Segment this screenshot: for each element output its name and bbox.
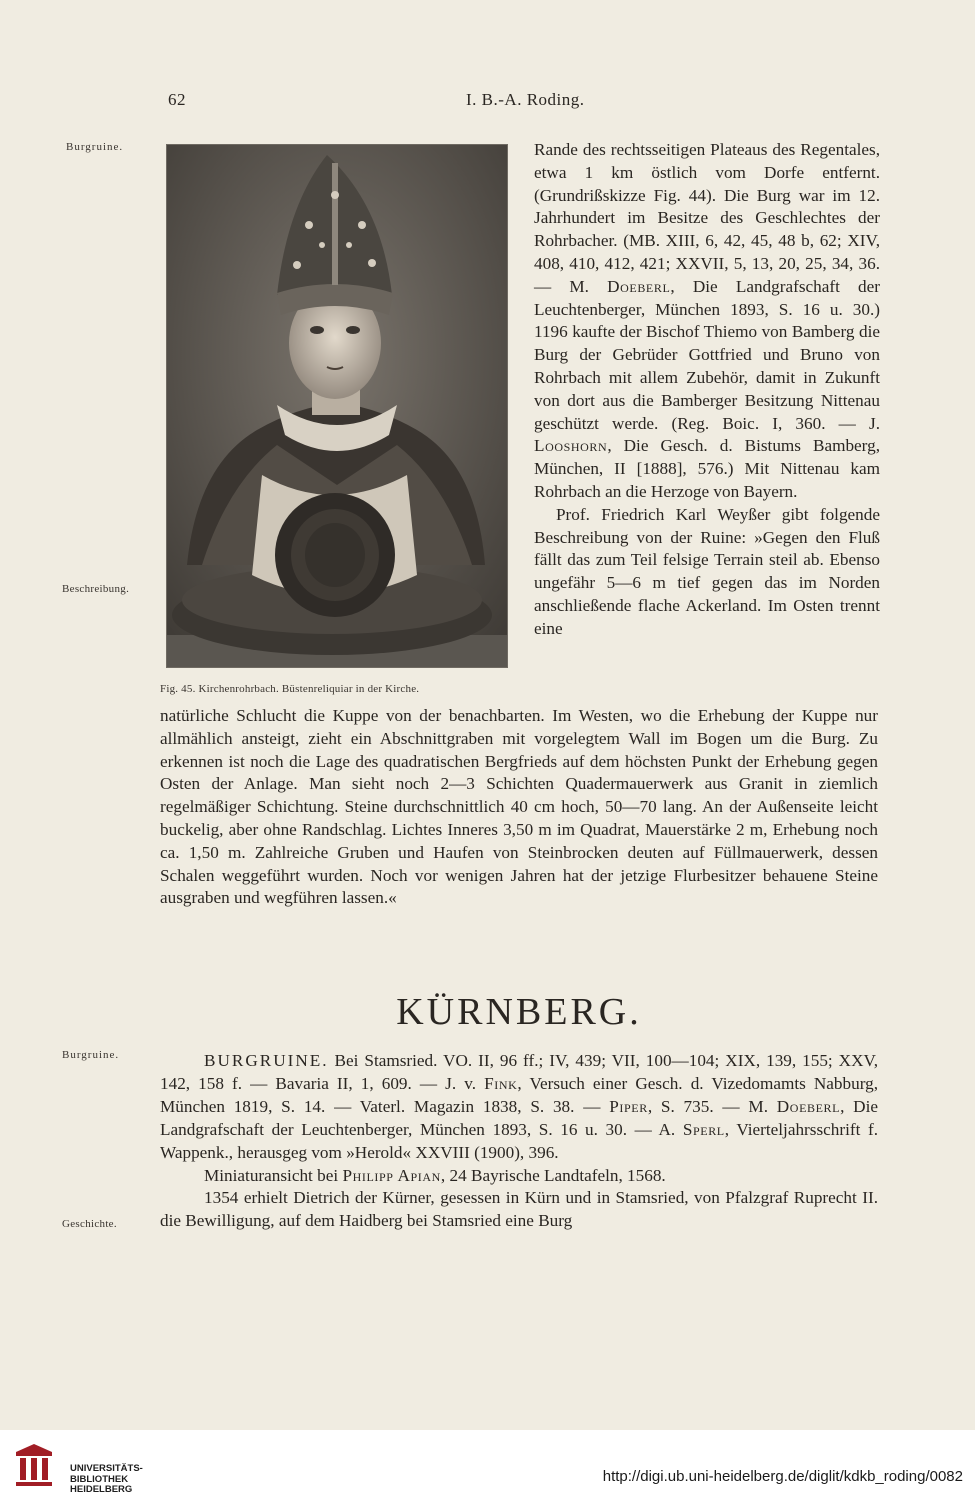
bust-reliquary-illustration bbox=[167, 145, 507, 667]
viewer-footer bbox=[0, 1430, 975, 1502]
figure-bust-reliquary bbox=[166, 144, 508, 668]
full-width-text bbox=[160, 705, 878, 910]
paragraph-beschreibung: Prof. Friedrich Karl Weyßer gibt folgende Beschreibung von der Ruine: »Gegen den Fluß fällt das zum Teil felsige Terrain steil ab. Ebenso ungefähr 5—6 m tief gegen das im Norden anschließende flache Ackerland. Im Osten trennt eine bbox=[534, 504, 880, 638]
figure-caption: Fig. 45. Kirchenrohrbach. Büstenreliquiar in der Kirche. bbox=[160, 683, 420, 695]
running-head bbox=[168, 90, 878, 114]
paragraph-burgruine: BURGRUINE. Bei Stamsried. VO. II, 96 ff.; IV, 439; VII, 100—104; XIX, 139, 155; XXV, 142, 158 f. — Bavaria II, 1, 609. — J. v. Fink, Versuch einer Gesch. d. Vizedomamts Nabburg, München 1819, S. 14. — Vaterl. Magazin 1838, S. 38. — Piper, S. 735. — M. Doeberl, Die Landgrafschaft der Leuchtenberger, München 1893, S. 16 u. 30. — A. Sperl, Vierteljahrsschrift f. Wappenk., herausgeg vom »Herold« XXVIII (1900), 396. bbox=[160, 1051, 878, 1162]
logo-text: UNIVERSITÄTS- BIBLIOTHEK HEIDELBERG bbox=[70, 1463, 143, 1495]
paragraph-rohrbach: Rande des rechtsseitigen Plateaus des Regentales, etwa 1 km östlich vom Dorfe entfernt. (Grundrißskizze Fig. 44). Die Burg war im 12. Jahrhundert im Besitze des Geschlechtes der Rohrbacher. (MB. XIII, 6, 42, 45, 48 b, 62; XIV, 408, 410, 412, 421; XXVII, 5, 13, 20, 25, 34, 36. — M. Doeberl, Die Landgrafschaft der Leuchtenberger, München 1893, S. 16 u. 30.) 1196 kaufte der Bischof Thiemo von Bamberg die Burg der Gebrüder Gottfried und Bruno von Rohrbach mit allem Zubehör, damit in Zukunft von dort aus die Bamberger Besitzung Nittenau geschützt werde. (Reg. Boic. I, 360. — J. Looshorn, Die Gesch. d. Bistums Bamberg, München, II [1888], 576.) Mit Nittenau kam Rohrbach an die Herzoge von Bayern. bbox=[534, 140, 880, 501]
document-url-link[interactable]: http://digi.ub.uni-heidelberg.de/diglit/kdkb_roding/0082 bbox=[602, 1468, 963, 1485]
right-column-text bbox=[534, 139, 880, 641]
paragraph-continuation: natürliche Schlucht die Kuppe von der benachbarten. Im Westen, wo die Erhebung der Kuppe nur allmählich ansteigt, zieht ein Abschnittgraben mit vorgelegtem Wall im Bogen um die Burg. Zu erkennen ist noch die Lage des quadratischen Bergfrieds auf dem höchsten Punkt der Erhebung gegen Osten der Anlage. Man sieht noch 2—3 Schichten Quadermauerwerk aus Granit in ziemlich regelmäßiger Schichtung. Steine durchschnittlich 40 cm hoch, 50—70 lang. An der Außenseite leicht buckelig, aber ohne Randschlag. Lichtes Inneres 3,50 m im Quadrat, Mauerstärke 2 m, Erhebung noch ca. 1,50 m. Zahlreiche Gruben und Haufen von Steinbrocken deuten auf Füllmauerwerk, dessen Schalen weggeführt wurden. Noch vor wenigen Jahren hat der jetzige Flurbesitzer behauene Steine ausgraben und wegführen lassen.« bbox=[160, 706, 878, 908]
margin-note-geschichte: Geschichte. bbox=[62, 1218, 117, 1230]
running-title: I. B.-A. Roding. bbox=[466, 90, 585, 109]
page-number: 62 bbox=[168, 90, 186, 109]
section-heading: KÜRNBERG. bbox=[396, 991, 642, 1033]
margin-note-beschreibung: Beschreibung. bbox=[62, 583, 130, 595]
margin-note-burgruine-kurnberg: Burgruine. bbox=[62, 1049, 120, 1061]
kurnberg-text bbox=[160, 1050, 878, 1233]
margin-note-burgruine: Burgruine. bbox=[66, 141, 124, 153]
university-seal-icon bbox=[12, 1442, 56, 1492]
university-logo[interactable] bbox=[12, 1442, 143, 1495]
paragraph-miniaturansicht: Miniaturansicht bei Philipp Apian, 24 Bayrische Landtafeln, 1568. bbox=[204, 1165, 666, 1185]
paragraph-geschichte: 1354 erhielt Dietrich der Kürner, gesessen in Kürn und in Stamsried, von Pfalzgraf Ruprecht II. die Bewilligung, auf dem Haidberg bei Stamsried eine Burg bbox=[160, 1188, 878, 1231]
